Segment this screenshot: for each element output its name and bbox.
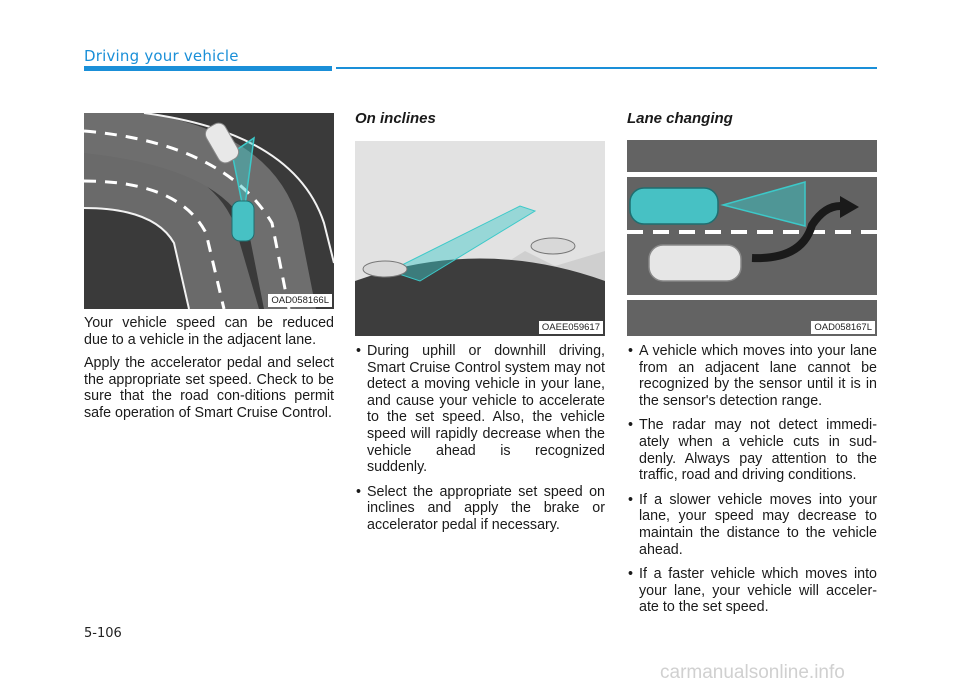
incline-figure bbox=[355, 141, 605, 336]
column-1-text bbox=[84, 315, 334, 429]
column-3-text bbox=[627, 343, 877, 624]
header-bar bbox=[84, 66, 332, 71]
section-title: Driving your vehicle bbox=[84, 47, 239, 65]
watermark: carmanualsonline.info bbox=[660, 662, 845, 683]
lane-changing-bullets bbox=[627, 343, 877, 616]
on-inclines-title: On inclines bbox=[355, 110, 436, 127]
list-item: • If a faster vehicle which moves into your lane, your vehicle will acceler-ate to the set speed. bbox=[627, 566, 877, 616]
list-item: • If a slower vehicle moves into your lane, your speed may decrease to maintain the distance to the vehicle ahead. bbox=[627, 492, 877, 558]
header-rule bbox=[336, 67, 877, 69]
incline-illustration bbox=[355, 141, 605, 336]
column-2-text bbox=[355, 343, 605, 542]
lane-change-figure bbox=[627, 140, 877, 336]
list-item: • A vehicle which moves into your lane from an adjacent lane cannot be recognized by the sensor until it is in the sensor's detection range. bbox=[627, 343, 877, 409]
list-item: • During uphill or downhill driving, Smart Cruise Control system may not detect a moving vehicle in your lane, and cause your vehicle to accelerate to the set speed. Also, the vehicle speed will rapidly decrease when the vehicle ahead is recognized suddenly. bbox=[355, 343, 605, 476]
curve-road-figure bbox=[84, 113, 334, 309]
curve-road-illustration bbox=[84, 113, 334, 309]
figure-code: OAD058167L bbox=[811, 321, 875, 334]
lane-changing-title: Lane changing bbox=[627, 110, 733, 127]
list-item: • The radar may not detect immedi-ately when a vehicle cuts in sud-denly. Always pay attention to the traffic, road and driving conditions. bbox=[627, 417, 877, 483]
figure-code: OAD058166L bbox=[268, 294, 332, 307]
list-item: • Select the appropriate set speed on inclines and apply the brake or accelerator pedal if necessary. bbox=[355, 484, 605, 534]
figure-code: OAEE059617 bbox=[539, 321, 603, 334]
paragraph: Your vehicle speed can be reduced due to a vehicle in the adjacent lane. bbox=[84, 315, 334, 348]
page-number: 5-106 bbox=[84, 626, 122, 641]
incline-bullets bbox=[355, 343, 605, 534]
paragraph: Apply the accelerator pedal and select the appropriate set speed. Check to be sure that the road con-ditions permit safe operation of Smart Cruise Control. bbox=[84, 355, 334, 421]
lane-change-illustration bbox=[627, 140, 877, 336]
